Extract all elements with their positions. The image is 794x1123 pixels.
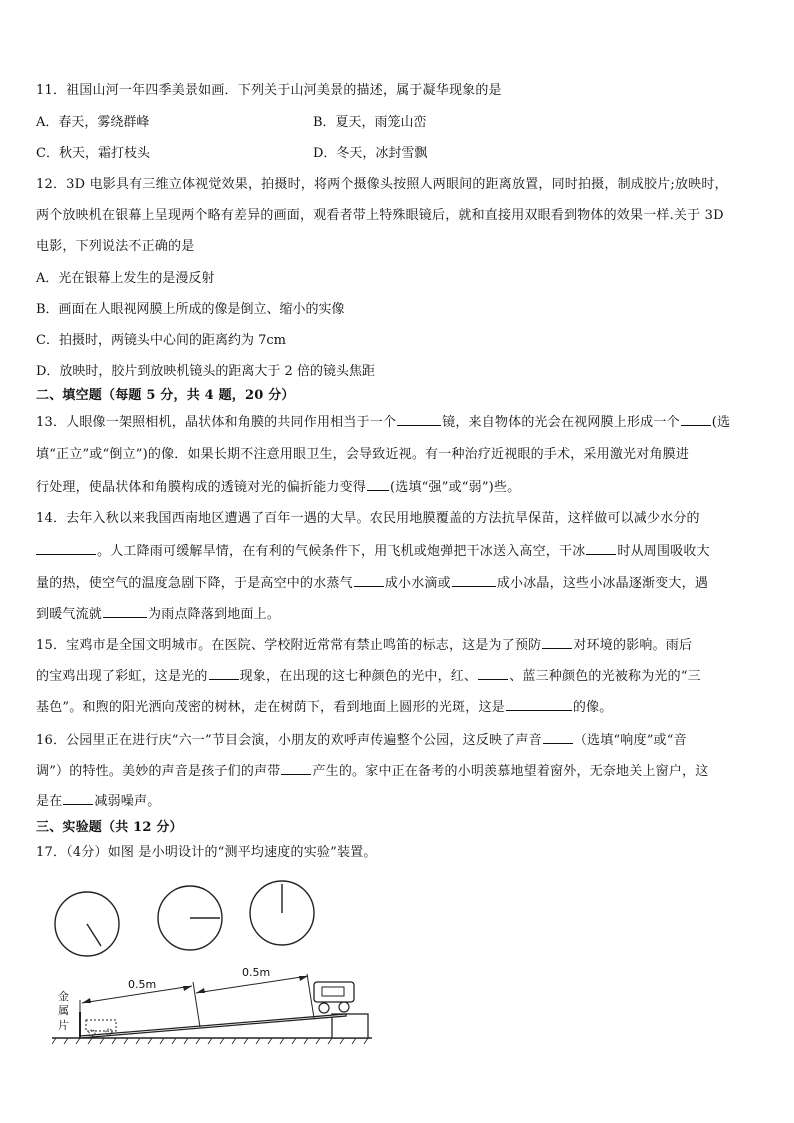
distance-label-2: 0.5m <box>242 966 271 979</box>
answer-blank[interactable] <box>354 574 384 587</box>
metal-label-char: 属 <box>58 1004 69 1017</box>
answer-blank[interactable] <box>367 478 389 491</box>
inclined-ramp <box>80 1014 346 1038</box>
q14-line2: 。人工降雨可缓解旱情，在有利的气候条件下，用飞机或炮弹把干冰送入高空，干冰 时从周围吸收大 <box>36 542 760 561</box>
stopwatch-2-icon <box>158 886 222 950</box>
q15-line2: 的宝鸡出现了彩虹，这是光的 现象，在出现的这七种颜色的光中，红、 、蓝三种颜色的光被称为光的“三 <box>36 669 701 684</box>
section3-title: 三、实验题（共 12 分） <box>36 820 183 835</box>
q12-option-c: C．拍摄时，两镜头中心间的距离约为 7cm <box>36 333 286 348</box>
answer-blank[interactable] <box>209 667 239 680</box>
support-block <box>332 1014 368 1038</box>
speed-experiment-figure <box>52 872 382 1048</box>
q11-stem: 11．祖国山河一年四季美景如画．下列关于山河美景的描述，属于凝华现象的是 <box>36 83 502 98</box>
q12-stem-line3: 电影，下列说法不正确的是 <box>36 239 195 254</box>
marker-end <box>307 974 314 1018</box>
answer-blank[interactable] <box>397 413 441 426</box>
q16-line1: 16．公园里正在进行庆“六一”节目会演，小朋友的欢呼声传遍整个公园，这反映了声音 （选填“响度”或“音 <box>36 733 687 748</box>
q12-stem-line1: 12．3D 电影具有三维立体视觉效果，拍摄时，将两个摄像头按照人两眼间的距离放置，同时拍摄，制成胶片;放映时， <box>36 177 728 192</box>
q13-line2: 填“正立”或“倒立”)的像．如果长期不注意用眼卫生，会导致近视。有一种治疗近视眼的手术，采用激光对角膜进 <box>36 447 690 462</box>
answer-blank[interactable] <box>103 605 147 618</box>
q12-option-d: D．放映时，胶片到放映机镜头的距离大于 2 倍的镜头焦距 <box>36 364 375 379</box>
q13-line1: 13．人眼像一架照相机，晶状体和角膜的共同作用相当于一个 镜，来自物体的光会在视网膜上形成一个 (选 <box>36 415 731 430</box>
q11-option-a: A．春天，雾绕群峰 <box>36 115 150 130</box>
stopwatch-3-icon <box>250 881 314 945</box>
marker-middle <box>193 982 200 1027</box>
answer-blank[interactable] <box>281 762 311 775</box>
metal-label-char: 金 <box>58 990 69 1003</box>
answer-blank[interactable] <box>506 698 572 711</box>
answer-blank[interactable] <box>586 542 616 555</box>
q13-line3: 行处理，使晶状体和角膜构成的透镜对光的偏折能力变得 (选填“强”或“弱”)些。 <box>36 480 521 495</box>
section2-title: 二、填空题（每题 5 分，共 4 题，20 分） <box>36 388 295 403</box>
q15-line1: 15．宝鸡市是全国文明城市。在医院、学校附近常常有禁止鸣笛的标志，这是为了预防 对环境的影响。雨后 <box>36 638 693 653</box>
answer-blank[interactable] <box>452 574 496 587</box>
cart-start-position-icon <box>314 982 354 1013</box>
q11-option-c: C．秋天，霜打枝头 <box>36 146 150 161</box>
ground <box>52 1038 372 1044</box>
answer-blank[interactable] <box>681 413 711 426</box>
q16-line3: 是在 减弱噪声。 <box>36 794 161 809</box>
answer-blank[interactable] <box>36 542 96 555</box>
q12-option-a: A．光在银幕上发生的是漫反射 <box>36 271 215 286</box>
q12-option-b: B．画面在人眼视网膜上所成的像是倒立、缩小的实像 <box>36 302 345 317</box>
experiment-diagram <box>52 872 382 1048</box>
q14-line1: 14．去年入秋以来我国西南地区遭遇了百年一遇的大旱。农民用地膜覆盖的方法抗旱保苗，这样做可以减少水分的 <box>36 511 700 526</box>
q11-option-d: D．冬天，冰封雪飘 <box>313 146 428 161</box>
q17-stem: 17．（4分）如图 是小明设计的“测平均速度的实验”装置。 <box>36 845 377 860</box>
q14-line4: 到暖气流就 为雨点降落到地面上。 <box>36 607 281 622</box>
q15-line3: 基色”。和煦的阳光洒向茂密的树林，走在树荫下，看到地面上圆形的光斑，这是 的像。 <box>36 700 613 715</box>
q12-stem-line2: 两个放映机在银幕上呈现两个略有差异的画面，观看者带上特殊眼镜后，就和直接用双眼看到物体的效果一样.关于 3D <box>36 208 724 223</box>
answer-blank[interactable] <box>543 731 573 744</box>
q11-option-b: B．夏天，雨笼山峦 <box>313 115 427 130</box>
answer-blank[interactable] <box>63 792 93 805</box>
distance-label-1: 0.5m <box>128 978 157 991</box>
answer-blank[interactable] <box>478 667 508 680</box>
q14-line3: 量的热，使空气的温度急剧下降，于是高空中的水蒸气 成小水滴或 成小冰晶，这些小冰晶逐渐变大，遇 <box>36 576 709 591</box>
q16-line2: 调”）的特性。美妙的声音是孩子们的声带 产生的。家中正在备考的小明羡慕地望着窗外，无奈地关上窗户，这 <box>36 764 709 779</box>
stopwatch-1-icon <box>55 892 119 956</box>
answer-blank[interactable] <box>542 636 572 649</box>
metal-label-char: 片 <box>58 1019 69 1032</box>
